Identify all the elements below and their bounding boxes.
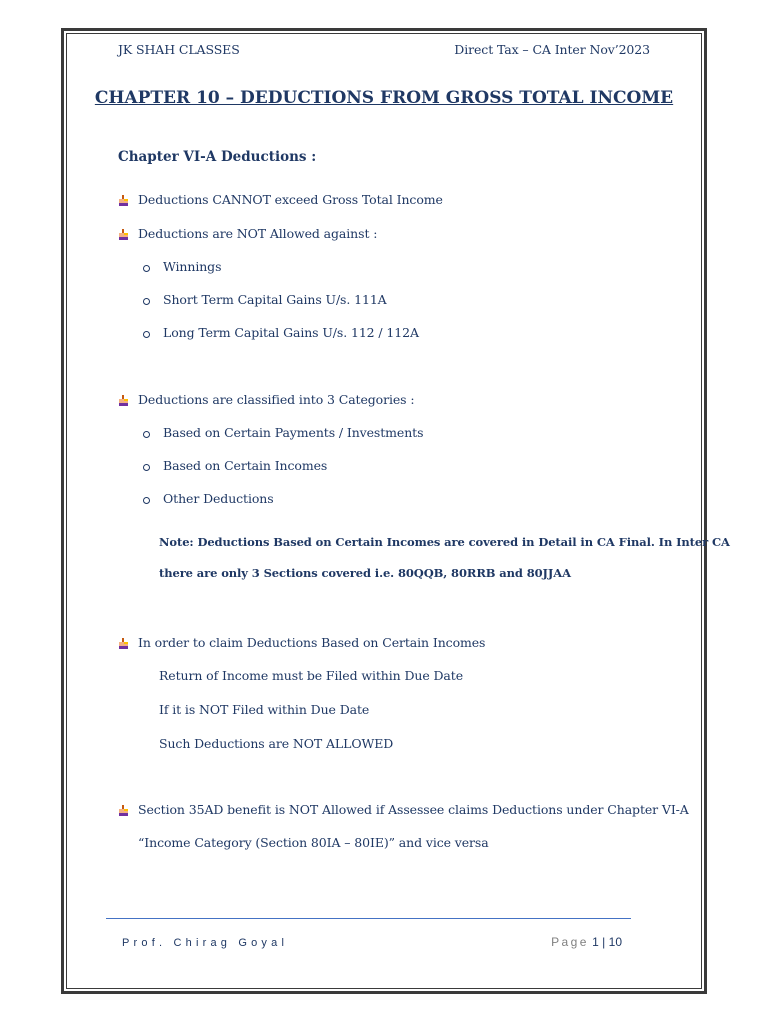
hollow-circle-icon — [143, 464, 150, 471]
bullet-section-35ad-continued: “Income Category (Section 80IA – 80IE)” and vice versa — [138, 835, 489, 850]
list-item: Based on Certain Payments / Investments — [163, 425, 424, 440]
note-line-1: Note: Deductions Based on Certain Incomes are covered in Detail in CA Final. In Inter CA — [159, 535, 730, 549]
list-item: Other Deductions — [163, 491, 274, 506]
hand-pointer-icon — [118, 395, 129, 406]
list-item: Short Term Capital Gains U/s. 111A — [163, 292, 387, 307]
bullet-claim-conditions: In order to claim Deductions Based on Certain Incomes — [138, 635, 486, 650]
section-subheading: Chapter VI-A Deductions : — [118, 149, 317, 165]
footer-author: Prof. Chirag Goyal — [122, 937, 289, 949]
hollow-circle-icon — [143, 497, 150, 504]
hand-pointer-icon — [118, 195, 129, 206]
hollow-circle-icon — [143, 331, 150, 338]
hollow-circle-icon — [143, 431, 150, 438]
hollow-circle-icon — [143, 265, 150, 272]
hand-pointer-icon — [118, 638, 129, 649]
footer-rule — [106, 918, 631, 919]
page-separator: | — [602, 935, 606, 949]
hand-pointer-icon — [118, 805, 129, 816]
current-page: 1 — [592, 935, 599, 949]
hand-pointer-icon — [118, 229, 129, 240]
bullet-categories: Deductions are classified into 3 Categories : — [138, 392, 415, 407]
hollow-circle-icon — [143, 298, 150, 305]
bullet-section-35ad: Section 35AD benefit is NOT Allowed if Assessee claims Deductions under Chapter VI-A — [138, 802, 689, 817]
total-pages: 10 — [608, 935, 622, 949]
note-line-2: there are only 3 Sections covered i.e. 80QQB, 80RRB and 80JJAA — [159, 566, 571, 580]
bullet-gti-limit: Deductions CANNOT exceed Gross Total Income — [138, 192, 443, 207]
list-item: Winnings — [163, 259, 222, 274]
condition-line: Return of Income must be Filed within Due Date — [159, 668, 464, 683]
condition-line: Such Deductions are NOT ALLOWED — [159, 736, 394, 751]
header-left: JK SHAH CLASSES — [118, 42, 240, 57]
list-item: Based on Certain Incomes — [163, 458, 328, 473]
page-number — [551, 935, 622, 949]
page-label: Page — [551, 935, 589, 949]
header-right: Direct Tax – CA Inter Nov’2023 — [454, 42, 650, 57]
bullet-not-allowed: Deductions are NOT Allowed against : — [138, 226, 378, 241]
list-item: Long Term Capital Gains U/s. 112 / 112A — [163, 325, 419, 340]
condition-line: If it is NOT Filed within Due Date — [159, 702, 370, 717]
chapter-title: CHAPTER 10 – DEDUCTIONS FROM GROSS TOTAL INCOME — [94, 88, 674, 108]
